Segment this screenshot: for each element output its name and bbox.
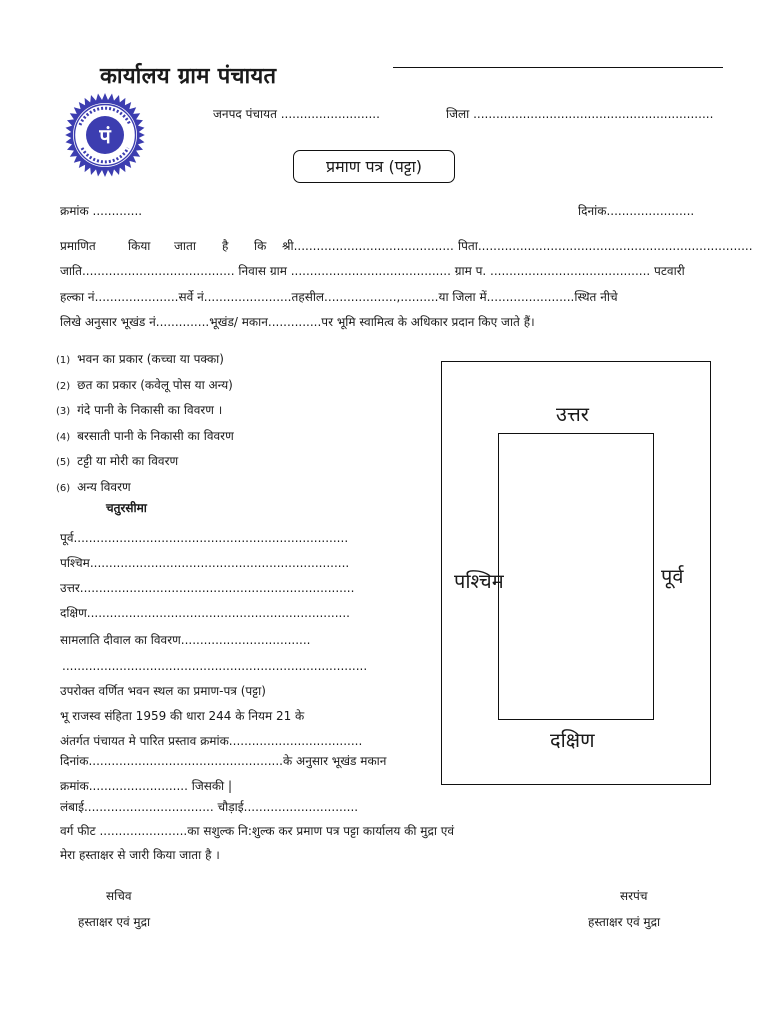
sachiv-label: सचिव (106, 889, 132, 903)
item-number: (1) (56, 355, 71, 366)
para-word: किया (128, 239, 151, 253)
plot-west-label: पश्चिम (454, 569, 504, 593)
item-text: भवन का प्रकार (कच्चा या पक्का) (77, 352, 224, 366)
dinank-field: दिनांक....................... (578, 204, 695, 218)
list-item (56, 453, 178, 471)
svg-text:पं: पं (99, 124, 111, 148)
plot-inner-boundary (498, 433, 654, 720)
item-number: (2) (56, 381, 71, 392)
closing-line-4: दिनांक...................................................के अनुसार भूखंड मकान (60, 754, 387, 768)
item-text: टट्टी या मोरी का विवरण (77, 454, 179, 468)
janpad-panchayat-field: जनपद पंचायत .......................... (213, 107, 380, 121)
para-word: जाता (174, 239, 196, 253)
sarpanch-label: सरपंच (620, 889, 648, 903)
wall-details-field: सामलाति दीवाल का विवरण.................................. (60, 633, 311, 647)
item-text: गंदे पानी के निकासी का विवरण । (77, 403, 223, 417)
closing-line-1: उपरोक्त वर्णित भवन स्थल का प्रमाण-पत्र (पट्टा) (60, 684, 266, 698)
south-boundary-field: दक्षिण..................................................................... (60, 606, 350, 620)
panchayat-seal-logo (62, 92, 148, 178)
closing-line-8: मेरा हस्ताक्षर से जारी किया जाता है । (60, 848, 220, 862)
item-number: (5) (56, 457, 71, 468)
list-item (56, 479, 131, 497)
list-item (56, 377, 233, 395)
plot-south-label: दक्षिण (550, 728, 595, 752)
closing-line-2: भू राजस्व संहिता 1959 की धारा 244 के नियम 21 के (60, 709, 305, 723)
closing-line-3: अंतर्गत पंचायत मे पारित प्रस्ताव क्रमांक................................... (60, 734, 363, 748)
item-text: अन्य विवरण (77, 480, 131, 494)
item-text: बरसाती पानी के निकासी का विवरण (77, 429, 234, 443)
plot-north-label: उत्तर (556, 402, 589, 426)
list-item (56, 351, 224, 369)
sachiv-sign-seal-label: हस्ताक्षर एवं मुद्रा (78, 915, 151, 929)
west-boundary-field: पश्चिम.................................................................... (60, 556, 350, 570)
para-word: है (222, 239, 229, 253)
kramank-field: क्रमांक ............. (60, 204, 143, 218)
chatursima-heading: चतुरसीमा (106, 501, 147, 515)
para-word: कि (254, 239, 267, 253)
closing-line-5: क्रमांक.......................... जिसकी | (60, 779, 233, 793)
para-line-4: लिखे अनुसार भूखंड नं..............भूखंड/ मकान..............पर भूमि स्वामित्व के अधिकार प्रदान किए जाते हैं। (60, 315, 535, 329)
list-item (56, 402, 222, 420)
plot-east-label: पूर्व (661, 564, 684, 588)
item-number: (6) (56, 483, 71, 494)
zila-field: जिला ............................................................... (446, 107, 714, 121)
north-boundary-field: उत्तर........................................................................ (60, 581, 355, 595)
para-line-3: हल्का नं......................सर्वे नं.......................तहसील...................,..........या जिला में.......................स्थित नीचे (60, 290, 618, 304)
shri-field: श्री.......................................... (282, 239, 454, 253)
page-title: कार्यालय ग्राम पंचायत (100, 64, 277, 89)
title-underline (393, 67, 723, 68)
closing-line-6: लंबाई.................................. चौड़ाई.............................. (60, 800, 359, 814)
pita-field: पिता........................................................................ (458, 239, 753, 253)
closing-line-7: वर्ग फीट .......................का सशुल्क नि:शुल्क कर प्रमाण पत्र पट्टा कार्यालय की मुद्रा एवं (60, 824, 455, 838)
certificate-title: प्रमाण पत्र (पट्टा) (293, 150, 455, 183)
para-word: प्रमाणित (60, 239, 96, 253)
sarpanch-sign-seal-label: हस्ताक्षर एवं मुद्रा (588, 915, 661, 929)
east-boundary-field: पूर्व........................................................................ (60, 531, 349, 545)
blank-line: ................................................................................ (62, 659, 368, 673)
item-number: (3) (56, 406, 71, 417)
list-item (56, 428, 234, 446)
para-line-2: जाति........................................ निवास ग्राम .......................................... ग्राम प. .......................................... पटवारी (60, 264, 685, 278)
item-text: छत का प्रकार (कवेलू पोस या अन्य) (77, 378, 233, 392)
item-number: (4) (56, 432, 71, 443)
